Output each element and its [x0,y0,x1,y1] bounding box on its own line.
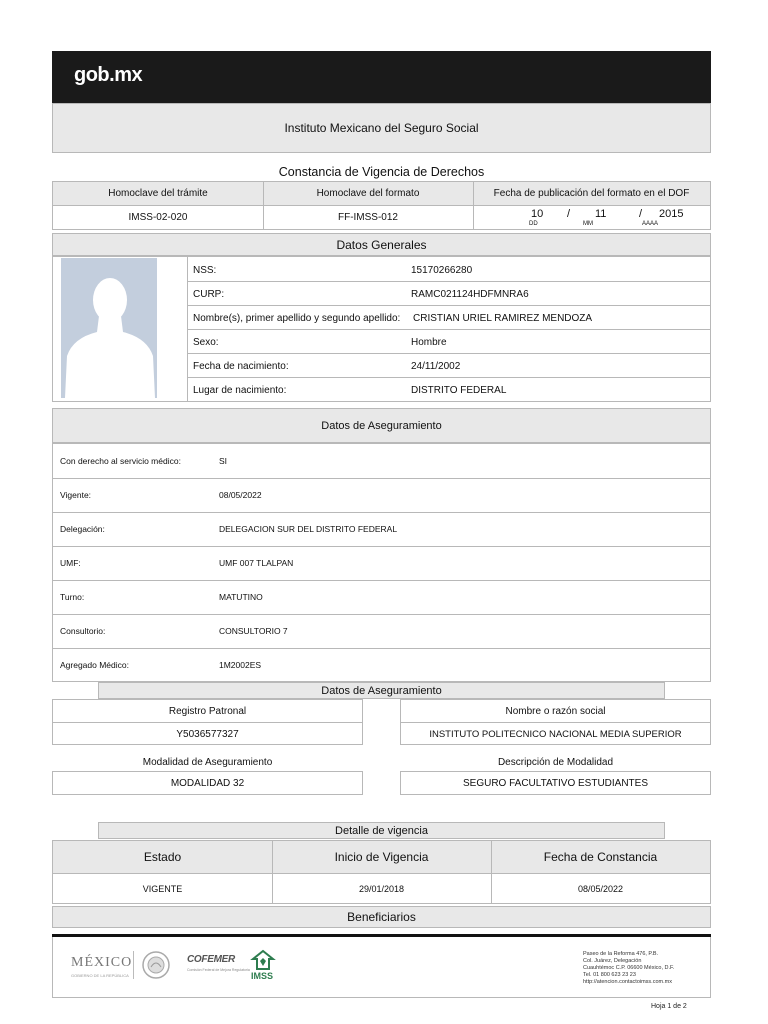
fecha-dd-label: DD [529,221,538,227]
cofemer-subtitle: Comisión Federal de Mejora Regulatoria [187,968,250,972]
vigencia-title: Detalle de vigencia [98,822,665,839]
fecha-sep-1: / [567,208,571,220]
header-homoclave-formato: Homoclave del formato [316,188,420,199]
lugar-nacimiento-label: Lugar de nacimiento: [193,384,287,396]
estado-header: Estado [143,850,182,864]
header-fecha-publicacion: Fecha de publicación del formato en el DOF [493,188,690,199]
address-line: Col. Juárez, Delegación [583,958,642,964]
imss-eagle-icon [249,949,277,971]
fecha-dd: 10 [531,208,544,220]
national-seal-icon [141,949,171,981]
nss-label: NSS: [193,264,217,276]
vigente-label: Vigente: [60,490,92,500]
fecha-nacimiento-value: 24/11/2002 [411,360,461,372]
delegacion-value: DELEGACION SUR DEL DISTRITO FEDERAL [219,524,398,534]
page-number: Hoja 1 de 2 [651,1003,687,1010]
nss-value: 15170266280 [411,264,473,276]
imss-logo-text: IMSS [251,971,274,981]
fecha-aaaa-label: AAAA [642,221,659,227]
homoclave-formato-value: FF-IMSS-012 [337,212,398,223]
nombre-label: Nombre(s), primer apellido y segundo apellido: [193,312,401,324]
inicio-vigencia-value: 29/01/2018 [358,883,405,894]
sexo-value: Hombre [411,336,447,348]
nombre-value: CRISTIAN URIEL RAMIREZ MENDOZA [413,312,593,324]
inicio-vigencia-header: Inicio de Vigencia [334,850,429,864]
fecha-mm: 11 [595,208,607,220]
descripcion-value: SEGURO FACULTATIVO ESTUDIANTES [400,771,711,795]
institution-name: Instituto Mexicano del Seguro Social [52,103,711,153]
modalidad-value: MODALIDAD 32 [52,771,363,795]
photo-placeholder [61,258,157,398]
razon-social-value: INSTITUTO POLITECNICO NACIONAL MEDIA SUPERIOR [429,728,682,740]
curp-value: RAMC021124HDFMNRA6 [411,288,529,300]
document-title: Constancia de Vigencia de Derechos [278,165,485,179]
umf-label: UMF: [60,558,81,568]
header-homoclave-tramite: Homoclave del trámite [108,188,208,199]
registro-patronal-label: Registro Patronal [168,705,247,717]
aseguramiento-table [52,443,711,682]
address-line: Tel. 01 800 623 23 23 [583,972,636,978]
homoclave-tramite-value: IMSS-02-020 [128,212,188,223]
turno-label: Turno: [60,592,85,602]
razon-social-label: Nombre o razón social [505,705,606,717]
vigente-value: 08/05/2022 [219,490,262,500]
registro-patronal-box [52,699,363,745]
cofemer-logo: COFEMER [187,954,235,965]
sexo-label: Sexo: [193,336,219,348]
fecha-nacimiento-label: Fecha de nacimiento: [193,360,289,372]
gob-mx-logo: gob.mx [74,64,143,86]
agregado-medico-value: 1M2002ES [219,660,262,670]
turno-value: MATUTINO [219,592,263,602]
servicio-medico-label: Con derecho al servicio médico: [60,456,181,466]
agregado-medico-label: Agregado Médico: [60,660,129,670]
mexico-logo: MÉXICO [71,955,133,970]
fecha-mm-label: MM [583,221,593,227]
address-line: Cuauhtémoc C.P. 06600 México, D.F. [583,965,675,971]
aseguramiento2-title: Datos de Aseguramiento [98,682,665,699]
aseguramiento-title: Datos de Aseguramiento [52,408,711,443]
delegacion-label: Delegación: [60,524,105,534]
modalidad-label: Modalidad de Aseguramiento [142,756,273,768]
fecha-sep-2: / [639,208,643,220]
address-line: http://atencion.contactoimss.com.mx [583,979,672,985]
fecha-aaaa: 2015 [659,208,684,220]
curp-label: CURP: [193,288,225,300]
datos-generales-title: Datos Generales [52,233,711,256]
lugar-nacimiento-value: DISTRITO FEDERAL [411,384,507,396]
vigencia-table [52,840,711,904]
fecha-constancia-value: 08/05/2022 [577,883,624,894]
consultorio-label: Consultorio: [60,626,106,636]
razon-social-box [400,699,711,745]
descripcion-label: Descripción de Modalidad [497,756,614,768]
address-line: Paseo de la Reforma 476, P.B. [583,951,659,957]
servicio-medico-value: SI [219,456,228,466]
beneficiarios-title: Beneficiarios [52,906,711,928]
estado-value: VIGENTE [142,883,183,894]
umf-value: UMF 007 TLALPAN [219,558,294,568]
tramite-table [52,181,711,230]
gob-header-bar [52,51,711,103]
footer-box [52,937,711,998]
footer-address [583,951,674,986]
registro-patronal-value: Y5036577327 [176,728,239,740]
gobierno-text: GOBIERNO DE LA REPÚBLICA [71,973,129,978]
fecha-constancia-header: Fecha de Constancia [543,850,658,864]
consultorio-value: CONSULTORIO 7 [219,626,288,636]
